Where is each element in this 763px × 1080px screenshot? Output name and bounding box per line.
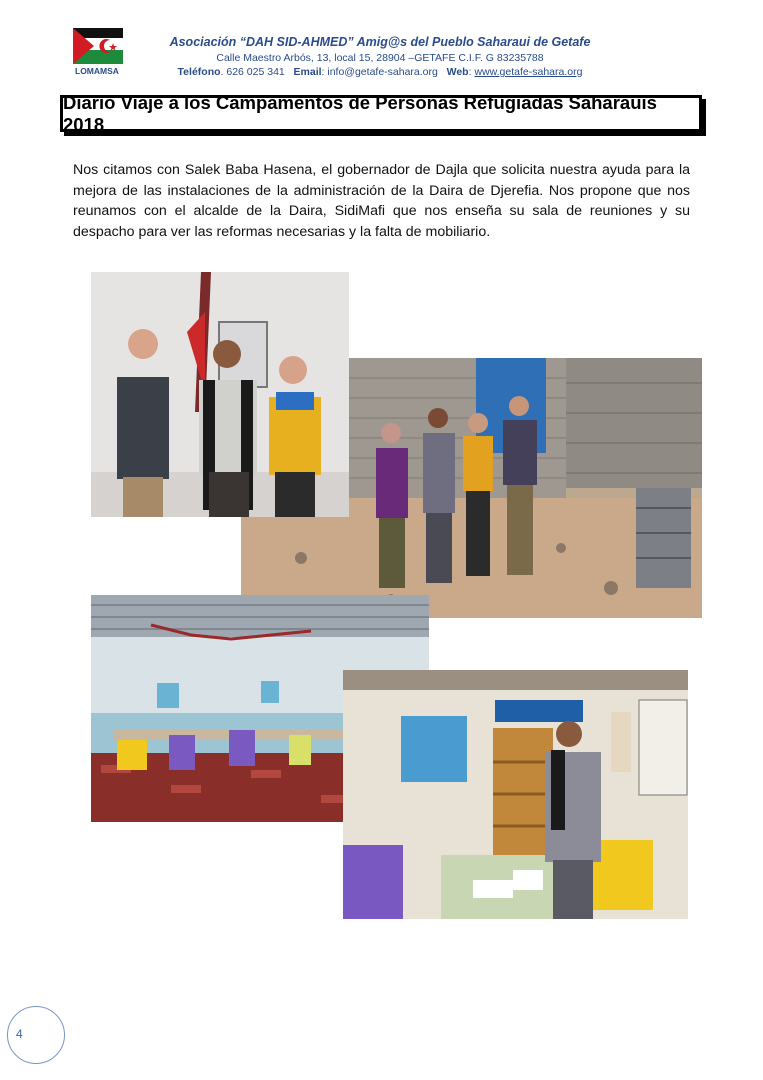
page-number: 4 [16, 1027, 23, 1041]
email-address: : info@getafe-sahara.org [321, 66, 438, 78]
email-label: Email [293, 66, 322, 78]
web-link[interactable]: www.getafe-sahara.org [474, 66, 583, 78]
association-name: Asociación “DAH SID-AHMED” Amig@s del Pueblo Saharaui de Getafe [169, 35, 591, 49]
office-group-photo [91, 272, 349, 517]
association-address: Calle Maestro Arbós, 13, local 15, 28904 –GETAFE C.I.F. G 83235788 [216, 52, 544, 64]
intro-paragraph: Nos citamos con Salek Baba Hasena, el gobernador de Dajla que solicita nuestra ayuda para la mejora de las instalaciones de la administración de la Daira de Djerefia. Nos propone que nos reunamos con el alcalde de la Daira, SidiMafi que nos enseña su sala de reuniones y su despacho para ver las reformas necesarias y la falta de mobiliario. [73, 162, 690, 240]
association-logo-icon [72, 27, 124, 77]
logo-text: LOMAMSA [75, 66, 119, 76]
office-man-photo [343, 670, 688, 919]
document-title: Diario Viaje a los Campamentos de Personas Refugiadas Saharauis 2018 [63, 91, 657, 135]
document-title-box [60, 91, 702, 135]
web-separator: : [468, 66, 475, 78]
phone-number: . 626 025 341 [220, 66, 285, 78]
association-contact [130, 66, 630, 78]
phone-label: Teléfono [177, 66, 221, 78]
web-label: Web [446, 66, 469, 78]
